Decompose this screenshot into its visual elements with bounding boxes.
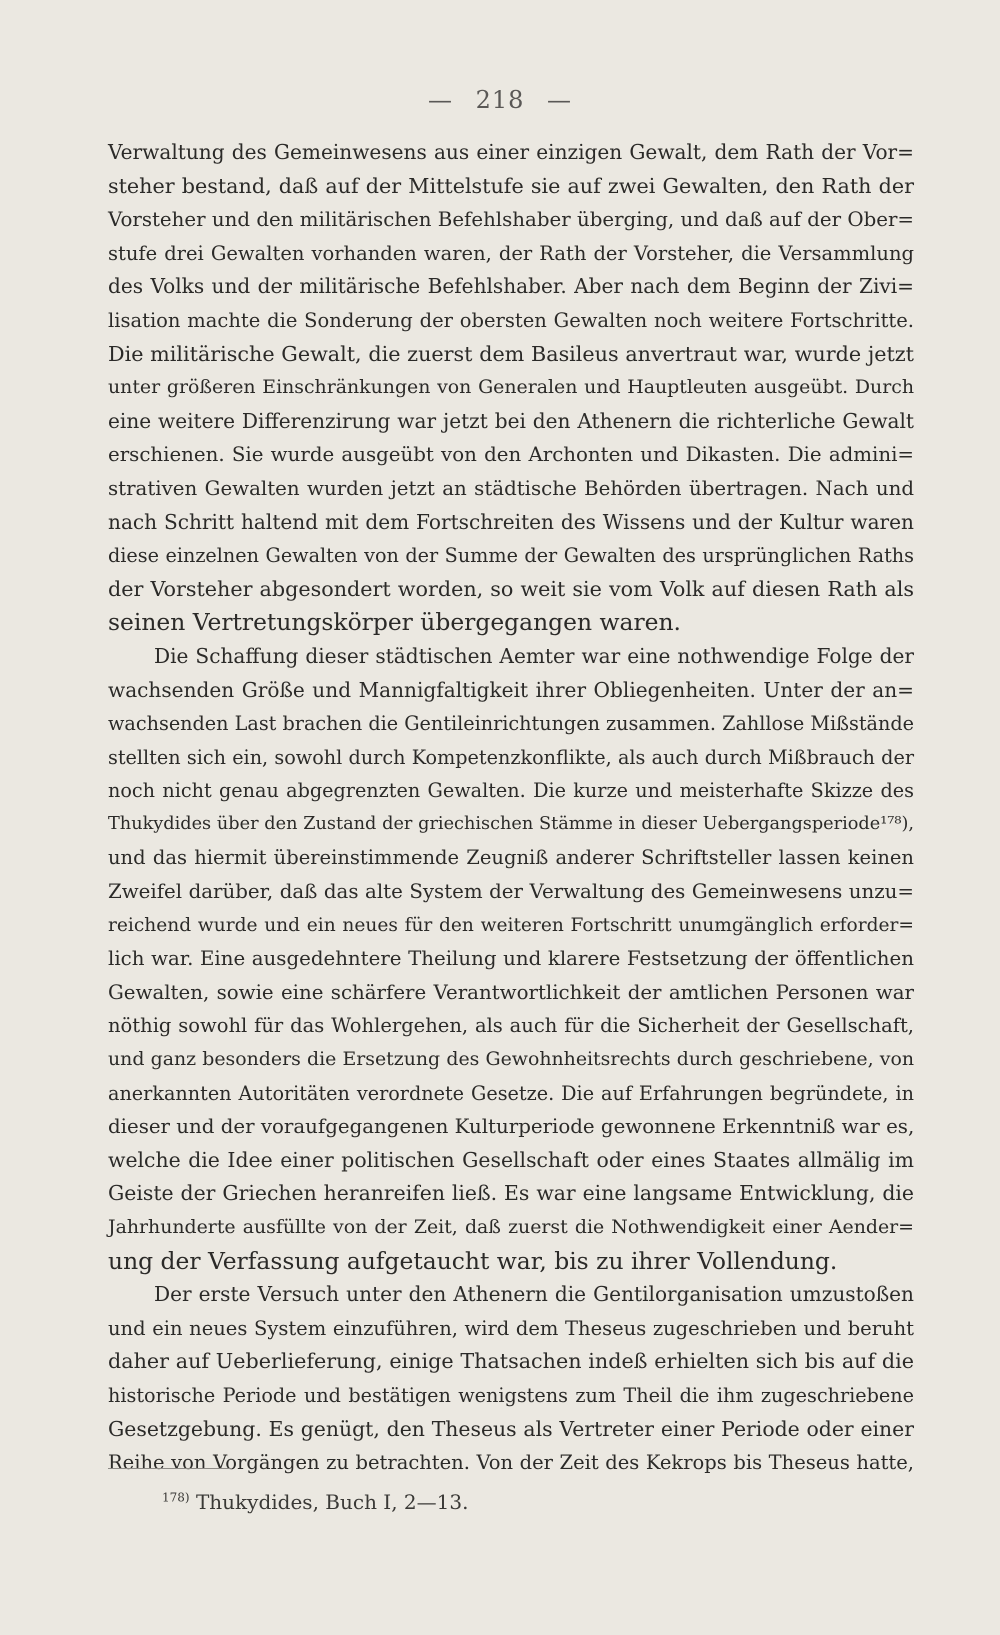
text-line: Gewalten, sowie eine schärfere Verantwortlichkeit der amtlichen Personen war: [108, 980, 914, 1004]
text-line: wachsenden Last brachen die Gentileinrichtungen zusammen. Zahllose Mißstände: [108, 712, 914, 736]
text-line: Geiste der Griechen heranreifen ließ. Es war eine langsame Entwicklung, die: [108, 1181, 914, 1206]
header-dash-right: —: [547, 86, 573, 114]
text-line: Die militärische Gewalt, die zuerst dem Basileus anvertraut war, wurde jetzt: [108, 341, 914, 366]
text-line: ung der Verfassung aufgetaucht war, bis zu ihrer Vollendung.: [108, 1246, 838, 1275]
paragraph-start-line: Die Schaffung dieser städtischen Aemter war eine nothwendige Folge der: [154, 643, 914, 668]
text-line: eine weitere Differenzirung war jetzt bei den Athenern die richterliche Gewalt: [108, 408, 914, 433]
text-line: Jahrhunderte ausfüllte von der Zeit, daß zuerst die Nothwendigkeit einer Aender=: [108, 1216, 914, 1238]
text-line: Gesetzgebung. Es genügt, den Theseus als Vertreter einer Periode oder einer: [108, 1416, 914, 1441]
text-line: Verwaltung des Gemeinwesens aus einer einzigen Gewalt, dem Rath der Vor=: [108, 140, 914, 164]
text-line: wachsenden Größe und Mannigfaltigkeit ihrer Obliegenheiten. Unter der an=: [108, 677, 914, 702]
text-line: strativen Gewalten wurden jetzt an städtische Behörden übertragen. Nach und: [108, 476, 914, 500]
text-line: anerkannten Autoritäten verordnete Gesetze. Die auf Erfahrungen begründete, in: [108, 1081, 914, 1105]
text-line: historische Periode und bestätigen wenigstens zum Theil die ihm zugeschriebene: [108, 1383, 914, 1407]
text-line: des Volks und der militärische Befehlshaber. Aber nach dem Beginn der Zivi=: [108, 274, 914, 299]
page-number: 218: [475, 86, 525, 114]
text-line: erschienen. Sie wurde ausgeübt von den Archonten und Dikasten. Die admini=: [108, 443, 914, 467]
text-line: noch nicht genau abgegrenzten Gewalten. Die kurze und meisterhafte Skizze des: [108, 779, 914, 803]
footnote: [162, 1490, 468, 1514]
text-line: nach Schritt haltend mit dem Fortschreiten des Wissens und der Kultur waren: [108, 509, 914, 534]
text-line: Zweifel darüber, daß das alte System der Verwaltung des Gemeinwesens unzu=: [108, 880, 914, 904]
text-line: stellten sich ein, sowohl durch Kompetenzkonflikte, als auch durch Mißbrauch der: [108, 745, 914, 769]
text-line: welche die Idee einer politischen Gesellschaft oder eines Staates allmälig im: [108, 1147, 914, 1172]
text-line: unter größeren Einschränkungen von Generalen und Hauptleuten ausgeübt. Durch: [108, 376, 914, 399]
text-line: stufe drei Gewalten vorhanden waren, der Rath der Vorsteher, die Versammlung: [108, 241, 914, 265]
text-line: nöthig sowohl für das Wohlergehen, als auch für die Sicherheit der Gesellschaft,: [108, 1014, 914, 1038]
text-line: lich war. Eine ausgedehntere Theilung und klarere Festsetzung der öffentlichen: [108, 947, 914, 971]
text-line: diese einzelnen Gewalten von der Summe der Gewalten des ursprünglichen Raths: [108, 544, 914, 568]
text-line: steher bestand, daß auf der Mittelstufe sie auf zwei Gewalten, den Rath der: [108, 173, 914, 198]
text-line: Thukydides über den Zustand der griechischen Stämme in dieser Uebergangsperiode¹⁷⁸),: [108, 813, 914, 834]
body-text: [108, 136, 914, 1480]
footnote-text: Thukydides, Buch I, 2—13.: [195, 1490, 469, 1514]
text-line: daher auf Ueberlieferung, einige Thatsachen indeß erhielten sich bis auf die: [108, 1349, 914, 1374]
text-line: seinen Vertretungskörper übergegangen waren.: [108, 608, 681, 637]
text-line: reichend wurde und ein neues für den weiteren Fortschritt unumgänglich erforder=: [108, 914, 914, 936]
paragraph-start-line: Der erste Versuch unter den Athenern die Gentilorganisation umzustoßen: [154, 1282, 914, 1307]
text-line: Vorsteher und den militärischen Befehlshaber überging, und daß auf der Ober=: [108, 208, 914, 232]
text-line: und ein neues System einzuführen, wird dem Theseus zugeschrieben und beruht: [108, 1316, 914, 1340]
text-line: der Vorsteher abgesondert worden, so weit sie vom Volk auf diesen Rath als: [108, 576, 914, 601]
text-line: und das hiermit übereinstimmende Zeugniß anderer Schriftsteller lassen keinen: [108, 846, 914, 870]
text-line: lisation machte die Sonderung der obersten Gewalten noch weitere Fortschritte.: [108, 308, 914, 332]
page-header: [0, 86, 1000, 114]
footnote-marker: 178): [162, 1490, 190, 1505]
text-line: dieser und der voraufgegangenen Kulturperiode gewonnene Erkenntniß war es,: [108, 1115, 915, 1139]
footnote-divider: [108, 1468, 232, 1469]
text-line: und ganz besonders die Ersetzung des Gewohnheitsrechts durch geschriebene, von: [108, 1048, 914, 1071]
text-line: Reihe von Vorgängen zu betrachten. Von der Zeit des Kekrops bis Theseus hatte,: [108, 1451, 914, 1475]
header-dash-left: —: [427, 86, 453, 114]
